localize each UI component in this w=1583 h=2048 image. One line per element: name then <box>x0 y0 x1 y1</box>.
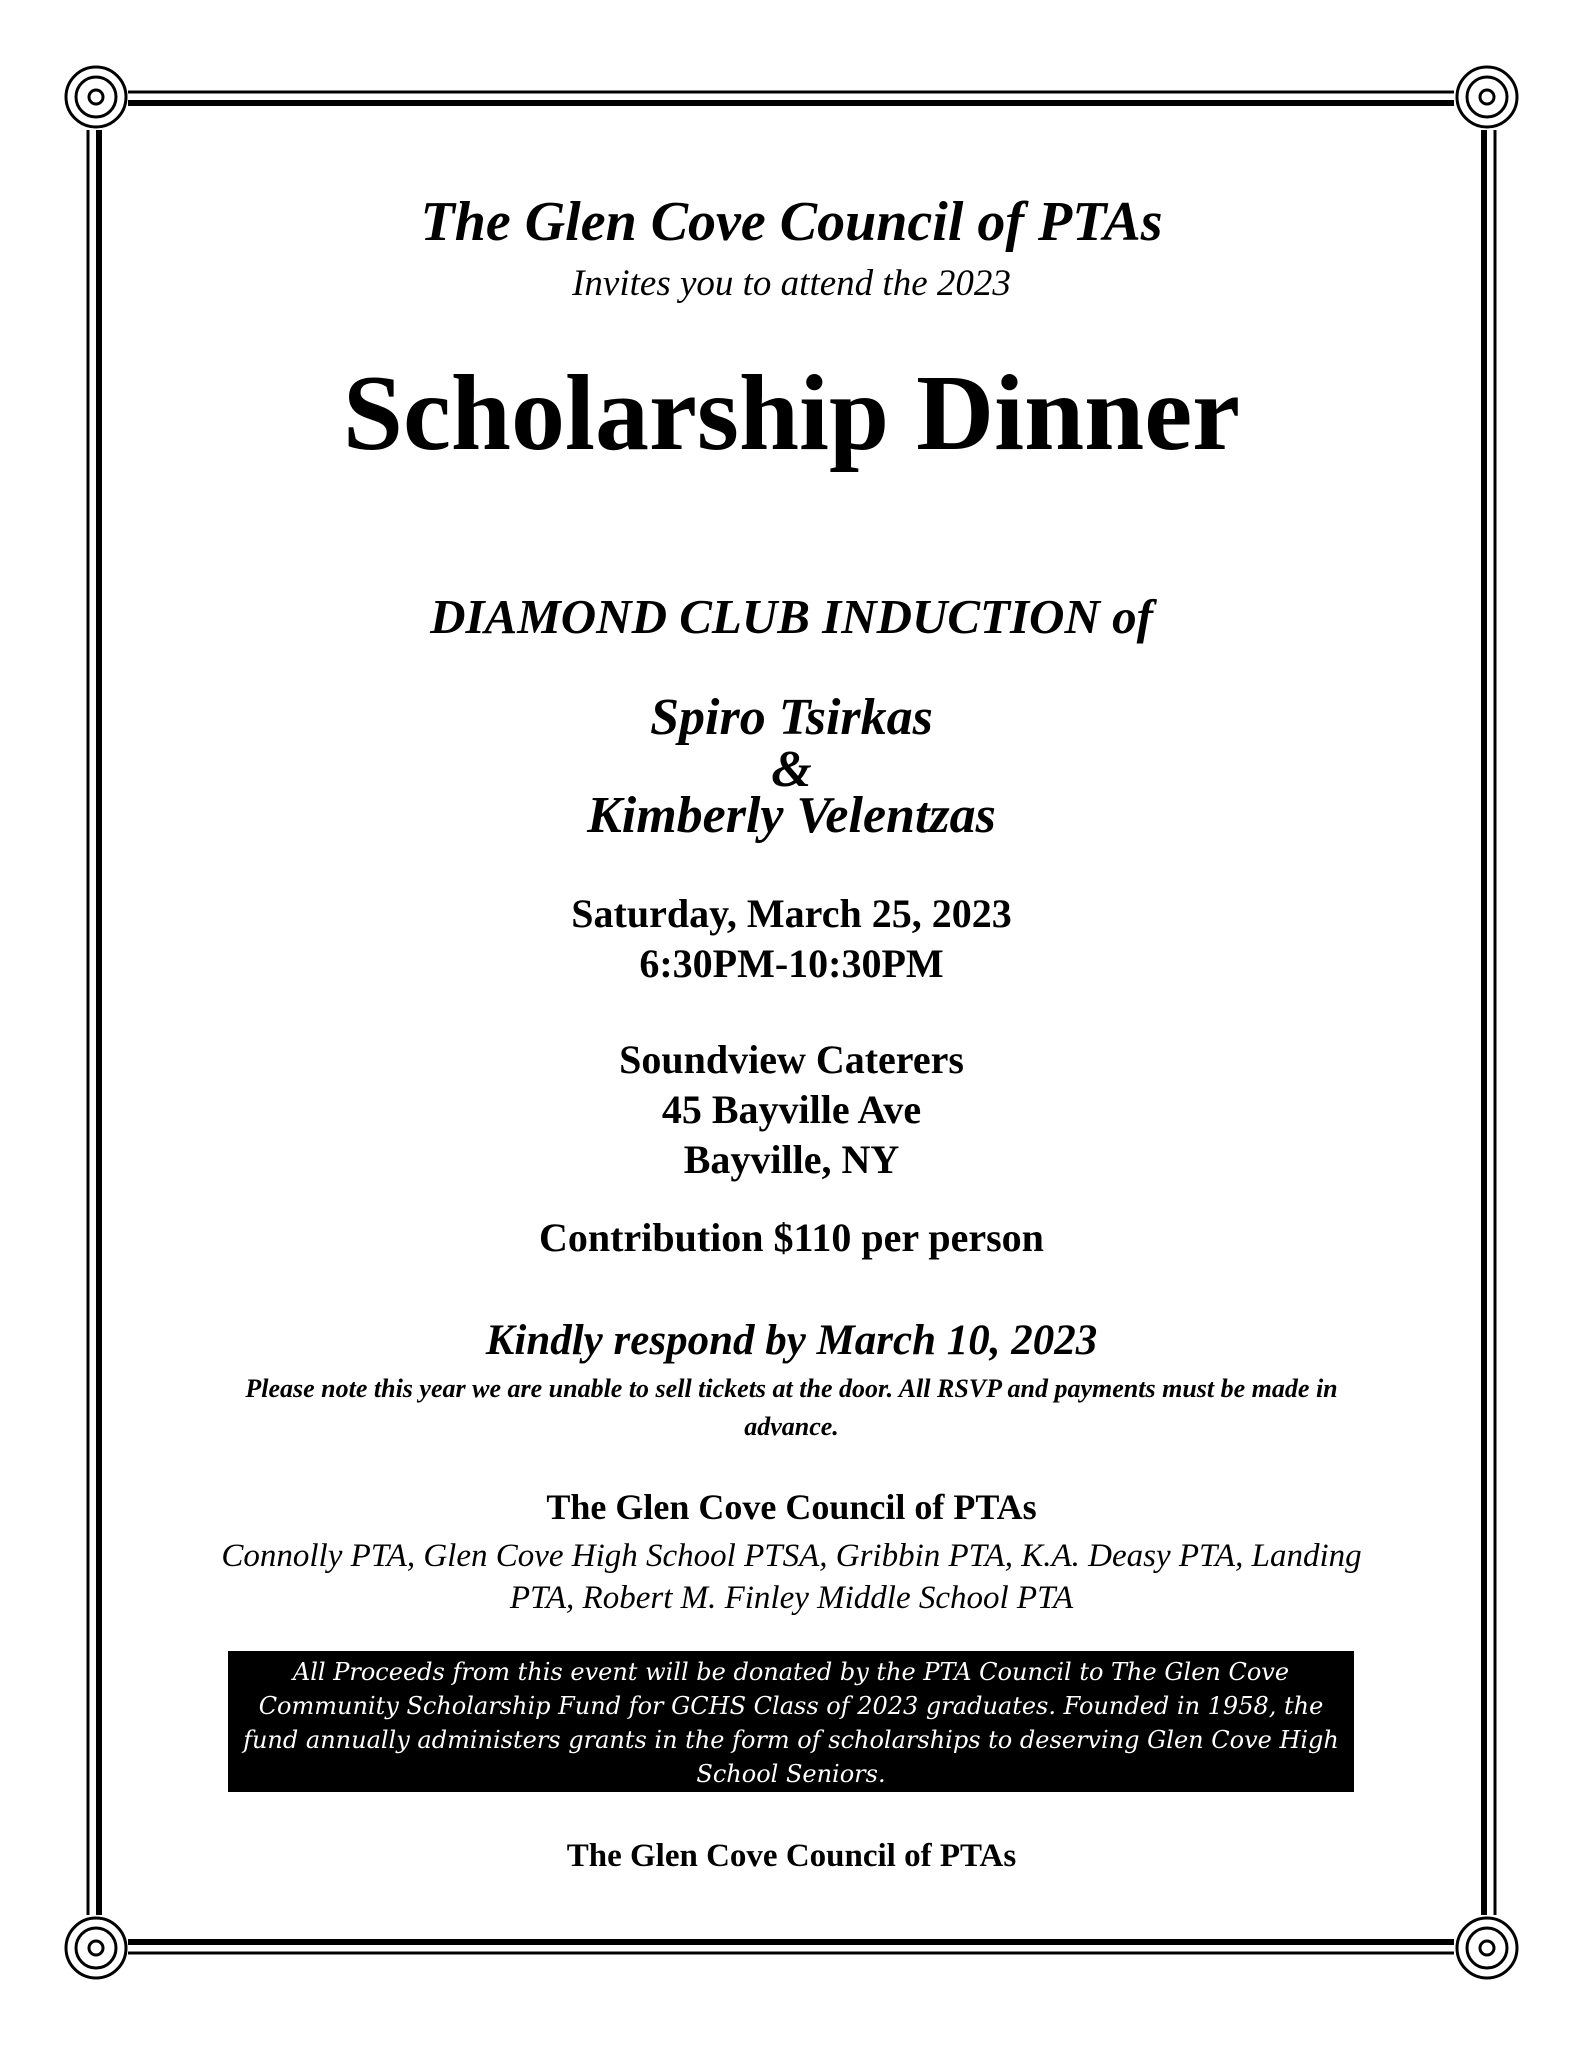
venue-city: Bayville, NY <box>683 1137 900 1182</box>
honoree-name: Spiro Tsirkas <box>650 689 933 746</box>
contribution-price: Contribution $110 per person <box>539 1215 1044 1260</box>
signature-line: The Glen Cove Council of PTAs <box>566 1838 1017 1874</box>
honoree-name: Kimberly Velentzas <box>587 787 996 844</box>
event-date: Saturday, March 25, 2023 <box>571 891 1012 936</box>
invite-line: Invites you to attend the 2023 <box>572 263 1011 304</box>
corner-ornament-bottom-right <box>1457 1918 1517 1978</box>
venue-street: 45 Bayville Ave <box>661 1087 922 1132</box>
organization-heading: The Glen Cove Council of PTAs <box>420 191 1163 253</box>
ticket-notice: Please note this year we are unable to sell tickets at the door. All RSVP and payments must be made in advance. <box>245 1374 1338 1441</box>
induction-heading: DIAMOND CLUB INDUCTION of <box>430 589 1153 644</box>
member-ptas: Connolly PTA, Glen Cove High School PTSA, Gribbin PTA, K.A. Deasy PTA, Landing PTA, Robert M. Finley Middle School PTA <box>221 1538 1362 1616</box>
event-time: 6:30PM-10:30PM <box>639 941 944 986</box>
corner-ornament-top-left <box>66 67 126 127</box>
honoree-ampersand: & <box>771 741 812 798</box>
rsvp-deadline: Kindly respond by March 10, 2023 <box>485 1317 1098 1364</box>
venue-name: Soundview Caterers <box>619 1037 964 1082</box>
event-title: Scholarship Dinner <box>342 354 1241 473</box>
proceeds-note: All Proceeds from this event will be donated by the PTA Council to The Glen Cove Community Scholarship Fund for GCHS Class of 2023 graduates. Founded in 1958, the fund annually administers grants in the form of scholarships to deserving Glen Cove High School Seniors. <box>228 1651 1354 1792</box>
corner-ornament-bottom-left <box>66 1918 126 1978</box>
council-name: The Glen Cove Council of PTAs <box>546 1487 1037 1527</box>
corner-ornament-top-right <box>1457 67 1517 127</box>
